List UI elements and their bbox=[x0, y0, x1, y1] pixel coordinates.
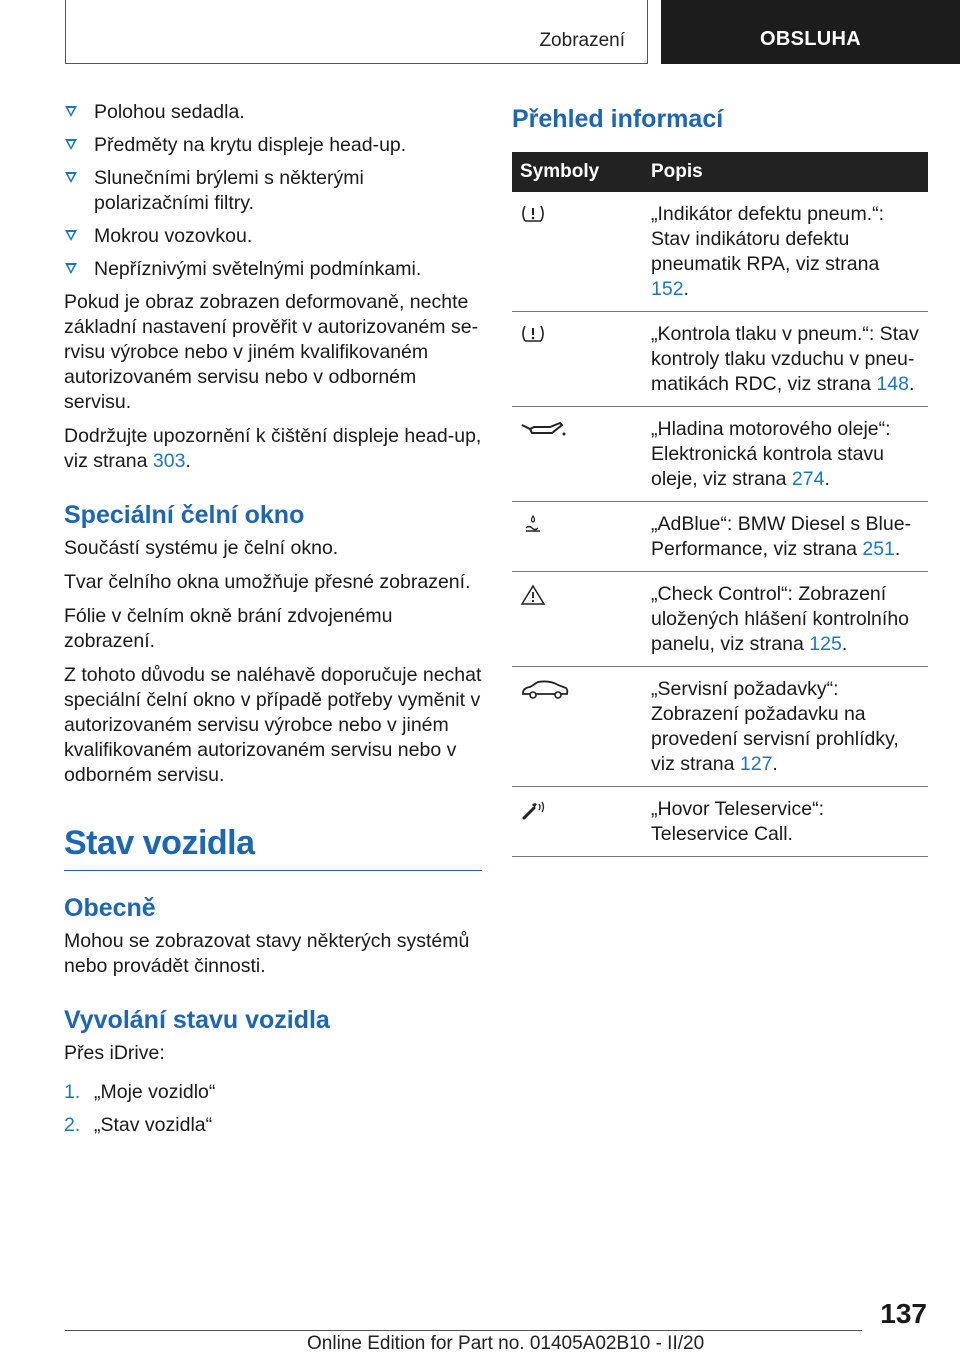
list-item: Nepříznivými světelnými podmínkami. bbox=[64, 257, 482, 282]
page-link[interactable]: 127 bbox=[739, 753, 773, 775]
teleservice-wrench-icon bbox=[520, 799, 548, 821]
triangle-bullet-icon bbox=[65, 230, 77, 241]
page-number: 137 bbox=[880, 1298, 927, 1329]
paragraph: Z tohoto důvodu se naléhavě doporučuje nechat speciální čelní okno v případě potřeby vyměnit v autorizovaném servisu výrobce nebo v jiném kvalifikovaném autorizovaném servisu nebo v odborném servisu. bbox=[64, 664, 482, 786]
paragraph: Pokud je obraz zobrazen deformovaně, nechte základní nastavení prověřit v autorizovaném servisu výrobce nebo v jiném kvalifikovaném autorizovaném servisu nebo v odborném servisu. bbox=[64, 291, 479, 413]
triangle-bullet-icon bbox=[65, 106, 77, 117]
adblue-icon bbox=[520, 514, 546, 534]
list-item: Polohou sedadla. bbox=[64, 100, 482, 125]
heading-vehicle-status: Stav vozidla bbox=[64, 822, 482, 871]
footer-divider bbox=[65, 1330, 862, 1331]
col-header-description: Popis bbox=[643, 152, 928, 192]
left-column bbox=[64, 100, 482, 1146]
table-row: „Hovor Teleservice“: Teleservice Call. bbox=[512, 787, 928, 857]
list-item: 2. „Stav vozidla“ bbox=[64, 1114, 213, 1136]
footer-edition: Online Edition for Part no. 01405A02B10 - II/20 bbox=[307, 1333, 705, 1354]
steps-list bbox=[64, 1080, 482, 1138]
triangle-bullet-icon bbox=[65, 139, 77, 150]
triangle-bullet-icon bbox=[65, 263, 77, 274]
list-item: Slunečními brýlemi s některými polarizačními filtry. bbox=[64, 166, 482, 216]
table-row: „Hladina motorového oleje“: Elektronická kontrola stavu oleje, viz strana 274. bbox=[512, 407, 928, 502]
table-row: „AdBlue“: BMW Diesel s BluePerformance, viz strana 251. bbox=[512, 502, 928, 572]
paragraph: Tvar čelního okna umožňuje přesné zobrazení. bbox=[64, 571, 471, 593]
triangle-bullet-icon bbox=[65, 172, 77, 183]
paragraph: Fólie v čelním okně brání zdvojenému zobrazení. bbox=[64, 605, 393, 652]
table-header-row bbox=[512, 152, 928, 192]
header-box bbox=[65, 0, 648, 64]
oil-can-icon bbox=[520, 419, 566, 441]
paragraph: Dodržujte upozornění k čištění displeje head-up, viz strana 303. bbox=[64, 425, 482, 472]
page-link[interactable]: 152 bbox=[651, 278, 684, 300]
paragraph: Přes iDrive: bbox=[64, 1042, 165, 1064]
tire-pressure-icon bbox=[520, 324, 546, 344]
list-item: Mokrou vozovkou. bbox=[64, 224, 482, 249]
header-section-title: Zobrazení bbox=[539, 30, 625, 51]
right-column bbox=[512, 100, 928, 857]
page-link[interactable]: 274 bbox=[791, 468, 825, 490]
tire-warning-icon bbox=[520, 204, 546, 224]
table-row: „Kontrola tlaku v pneum.“: Stav kontroly tlaku vzduchu v pneumatikách RDC, viz strana 148. bbox=[512, 312, 928, 407]
cause-list bbox=[64, 100, 482, 282]
table-row: „Indikátor defektu pneum.“: Stav indikátoru defektu pneumatik RPA, viz strana 152. bbox=[512, 192, 928, 312]
list-item: 1. „Moje vozidlo“ bbox=[64, 1081, 216, 1103]
table-row: „Servisní požadavky“: Zobrazení požadavku na provedení servisní prohlídky, viz strana 127. bbox=[512, 667, 928, 787]
paragraph: Mohou se zobrazovat stavy některých systémů nebo provádět činnosti. bbox=[64, 930, 470, 977]
heading-general: Obecně bbox=[64, 894, 156, 922]
info-table bbox=[512, 152, 928, 857]
warning-triangle-icon bbox=[520, 584, 546, 606]
paragraph: Součástí systému je čelní okno. bbox=[64, 537, 339, 559]
header-chapter-tab: OBSLUHA bbox=[661, 0, 960, 64]
service-car-icon bbox=[520, 679, 570, 701]
heading-info-overview: Přehled informací bbox=[512, 105, 724, 133]
col-header-symbols: Symboly bbox=[512, 152, 643, 192]
page-link[interactable]: 148 bbox=[876, 373, 909, 395]
list-item: Předměty na krytu displeje head-up. bbox=[64, 133, 482, 158]
page-link[interactable]: 303 bbox=[152, 450, 186, 472]
heading-special-windshield: Speciální čelní okno bbox=[64, 501, 305, 529]
heading-call-status: Vyvolání stavu vozidla bbox=[64, 1006, 330, 1034]
page-link[interactable]: 125 bbox=[809, 633, 842, 655]
table-row: „Check Control“: Zobrazení uložených hlášení kontrolního panelu, viz strana 125. bbox=[512, 572, 928, 667]
page-link[interactable]: 251 bbox=[862, 538, 895, 560]
